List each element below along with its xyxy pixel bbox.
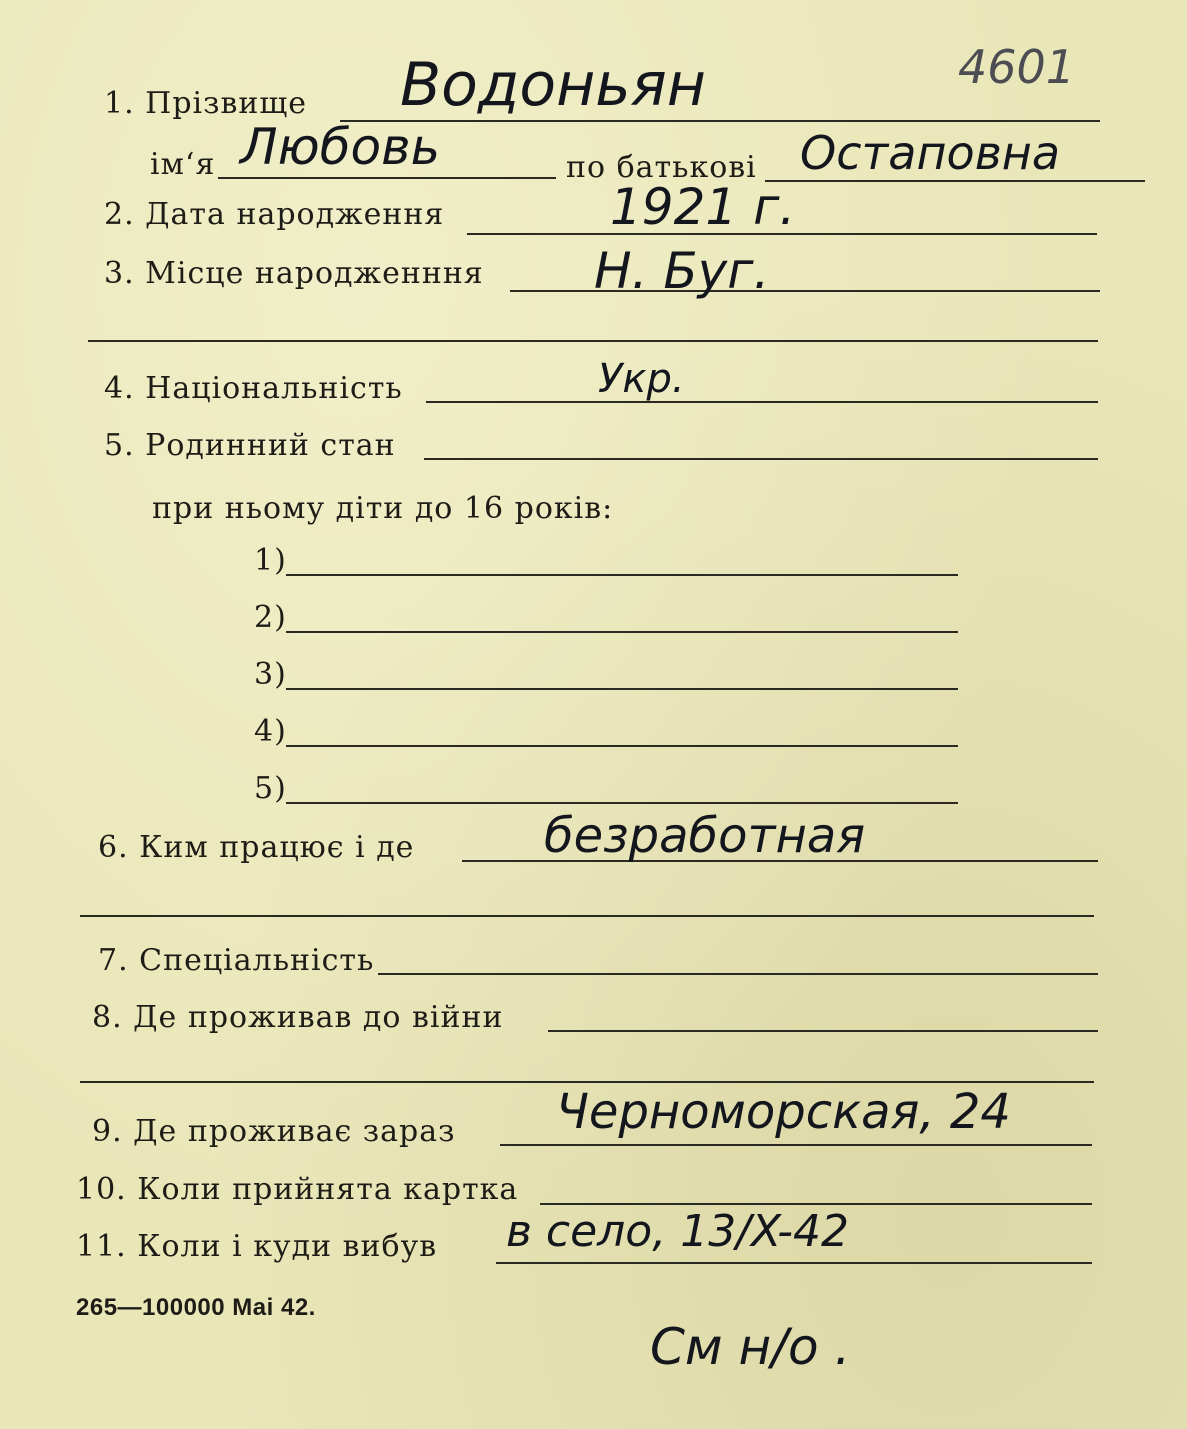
surname-line: [340, 120, 1100, 122]
children-heading: при ньому діти до 16 років:: [152, 491, 614, 526]
patronymic-line: [765, 180, 1145, 182]
marital-status-label: 5. Родинний стан: [104, 428, 396, 463]
prewar-residence-line-2: [80, 1081, 1094, 1083]
child-4-line: [286, 745, 958, 747]
occupation-line-2: [80, 915, 1094, 917]
print-info: 265—100000 Mai 42.: [76, 1294, 316, 1321]
birth-place-label: 3. Місце народженння: [104, 256, 484, 291]
departure-line: [496, 1262, 1092, 1264]
prewar-residence-label: 8. Де проживав до війни: [92, 1000, 504, 1035]
first-name-label: ім‘я: [150, 147, 216, 182]
first-name-value: Любовь: [240, 118, 441, 176]
current-residence-value: Черноморская, 24: [556, 1084, 1011, 1140]
child-3-line: [286, 688, 958, 690]
child-1-line: [286, 574, 958, 576]
birth-date-label: 2. Дата народження: [104, 197, 445, 232]
specialty-label: 7. Спеціальність: [98, 943, 375, 978]
child-2-line: [286, 631, 958, 633]
occupation-value: безработная: [544, 808, 866, 864]
child-4-label: 4): [254, 714, 287, 749]
departure-value: в село, 13/X-42: [506, 1206, 849, 1257]
card-accepted-line: [540, 1203, 1092, 1205]
birth-place-value: Н. Буг.: [594, 242, 770, 300]
child-5-line: [286, 802, 958, 804]
card-accepted-label: 10. Коли прийнята картка: [76, 1172, 519, 1207]
departure-label: 11. Коли і куди вибув: [76, 1229, 438, 1264]
specialty-line: [378, 973, 1098, 975]
patronymic-label: по батькові: [566, 150, 757, 185]
nationality-label: 4. Національність: [104, 371, 403, 406]
nationality-line: [426, 401, 1098, 403]
nationality-value: Укр.: [598, 356, 685, 402]
birth-place-line-2: [88, 340, 1098, 342]
card-number: 4601: [958, 40, 1076, 94]
child-1-label: 1): [254, 543, 287, 578]
handwritten-note: См н/о .: [650, 1318, 851, 1376]
first-name-line: [218, 177, 556, 179]
child-5-label: 5): [254, 771, 287, 806]
birth-date-value: 1921 г.: [610, 178, 796, 236]
patronymic-value: Остаповна: [800, 126, 1061, 180]
marital-status-line: [424, 458, 1098, 460]
child-2-label: 2): [254, 600, 287, 635]
prewar-residence-line: [548, 1030, 1098, 1032]
surname-label: 1. Прізвище: [104, 86, 308, 121]
occupation-label: 6. Ким працює і де: [98, 830, 415, 865]
child-3-label: 3): [254, 657, 287, 692]
current-residence-label: 9. Де проживає зараз: [92, 1114, 456, 1149]
current-residence-line: [500, 1144, 1092, 1146]
surname-value: Водоньян: [400, 50, 706, 120]
